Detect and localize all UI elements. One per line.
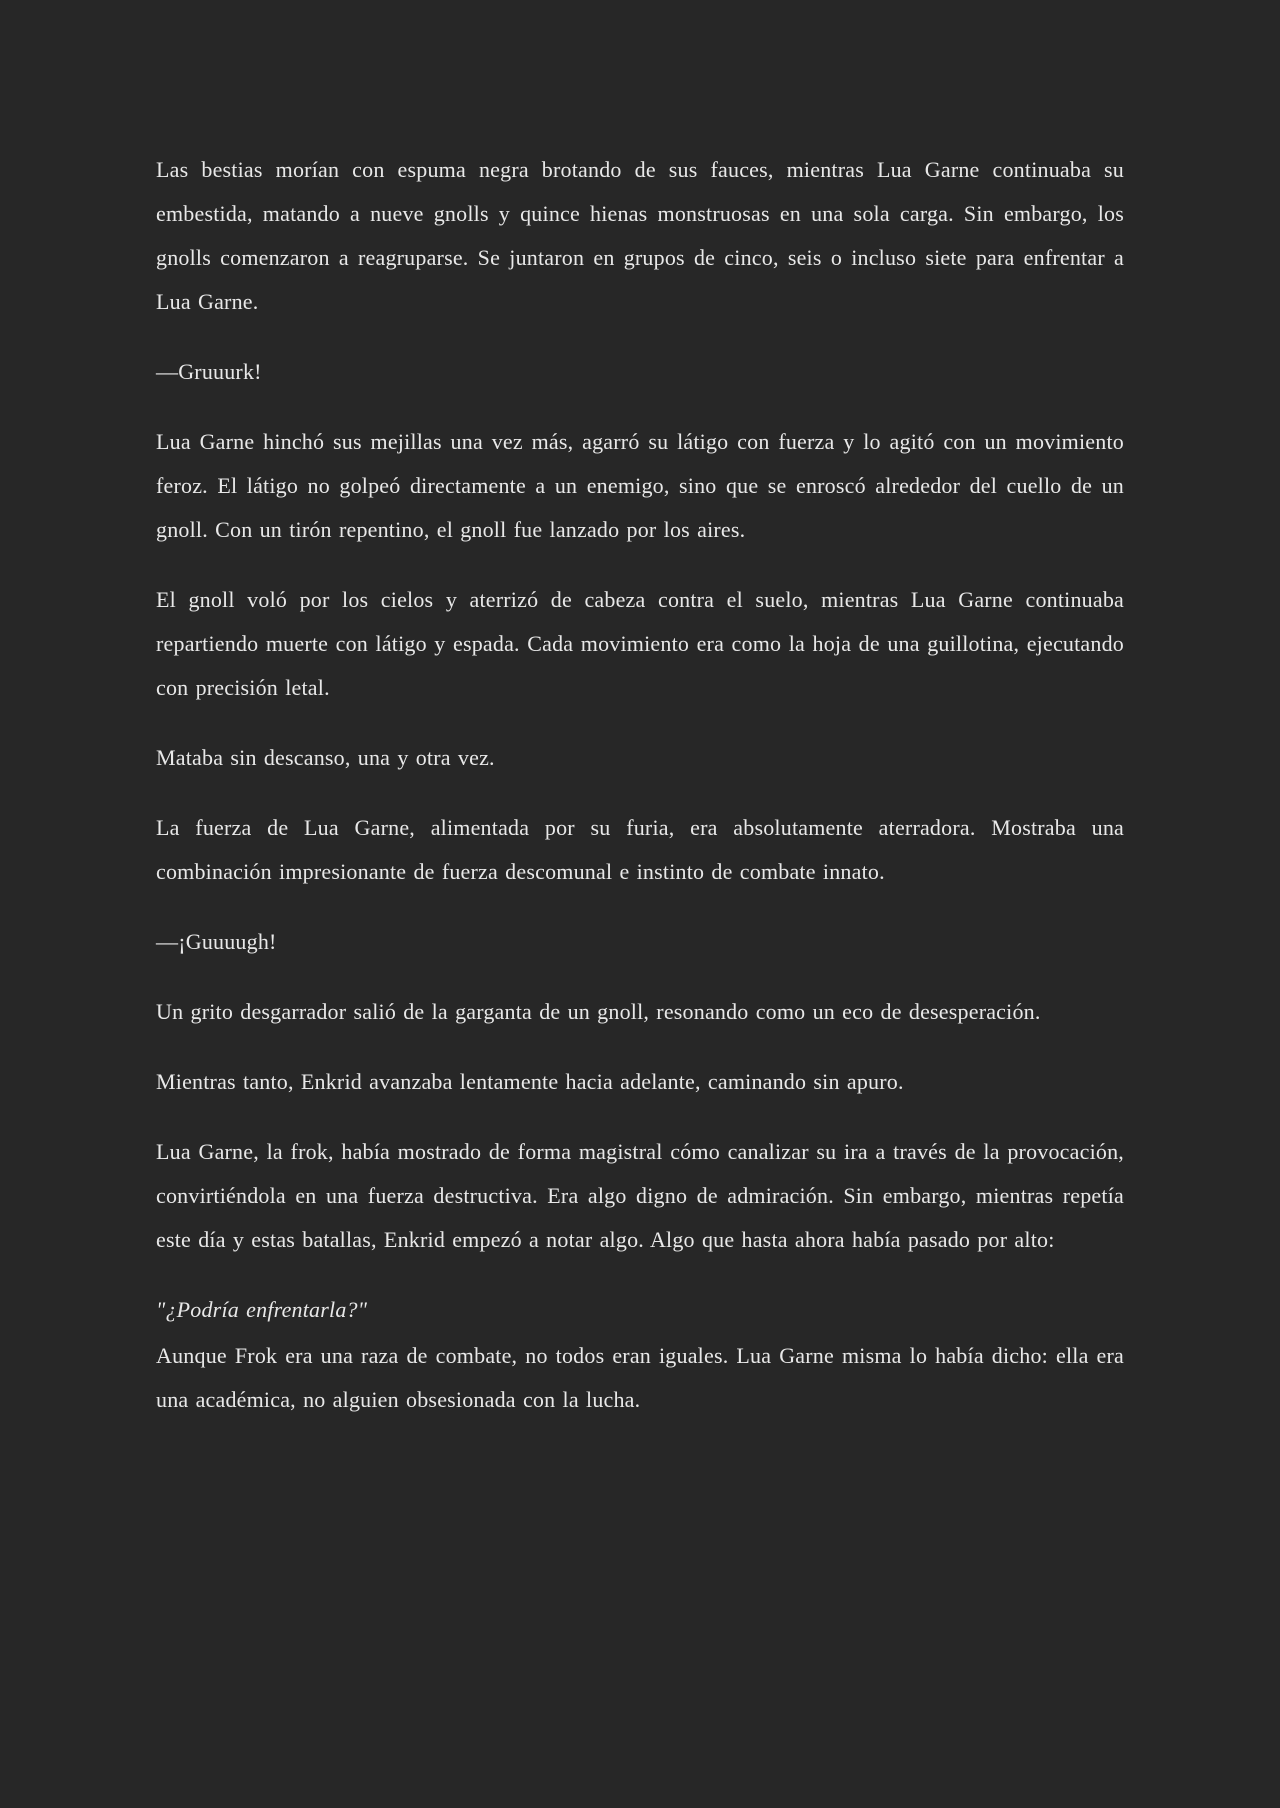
paragraph: Lua Garne hinchó sus mejillas una vez más, agarró su látigo con fuerza y lo agitó con un movimiento feroz. El látigo no golpeó directamente a un enemigo, sino que se enroscó alrededor del cuello de un gnoll. Con un tirón repentino, el gnoll fue lanzado por los aires. <box>156 429 1124 542</box>
paragraph: Las bestias morían con espuma negra brotando de sus fauces, mientras Lua Garne continuaba su embestida, matando a nueve gnolls y quince hienas monstruosas en una sola carga. Sin embargo, los gnolls comenzaron a reagruparse. Se juntaron en grupos de cinco, seis o incluso siete para enfrentar a Lua Garne. <box>156 157 1124 314</box>
paragraph: Lua Garne, la frok, había mostrado de forma magistral cómo canalizar su ira a través de la provocación, convirtiéndola en una fuerza destructiva. Era algo digno de admiración. Sin embargo, mientras repetía este día y estas batallas, Enkrid empezó a notar algo. Algo que hasta ahora había pasado por alto: <box>156 1139 1124 1252</box>
paragraph: Mientras tanto, Enkrid avanzaba lentamente hacia adelante, caminando sin apuro. <box>156 1069 904 1094</box>
paragraph: El gnoll voló por los cielos y aterrizó de cabeza contra el suelo, mientras Lua Garne continuaba repartiendo muerte con látigo y espada. Cada movimiento era como la hoja de una guillotina, ejecutando con precisión letal. <box>156 587 1124 700</box>
paragraph: La fuerza de Lua Garne, alimentada por su furia, era absolutamente aterradora. Mostraba una combinación impresionante de fuerza descomunal e instinto de combate innato. <box>156 815 1124 884</box>
chapter-text-column <box>156 0 1124 1422</box>
paragraph: Un grito desgarrador salió de la garganta de un gnoll, resonando como un eco de desesperación. <box>156 999 1041 1024</box>
dialogue-line: —¡Guuuugh! <box>156 929 277 954</box>
paragraph: Mataba sin descanso, una y otra vez. <box>156 745 495 770</box>
chapter-text <box>156 148 1124 1422</box>
dialogue-line: —Gruuurk! <box>156 359 262 384</box>
paragraph: Aunque Frok era una raza de combate, no todos eran iguales. Lua Garne misma lo había dicho: ella era una académica, no alguien obsesionada con la lucha. <box>156 1343 1124 1412</box>
inner-thought-quote: "¿Podría enfrentarla?" <box>156 1297 368 1322</box>
